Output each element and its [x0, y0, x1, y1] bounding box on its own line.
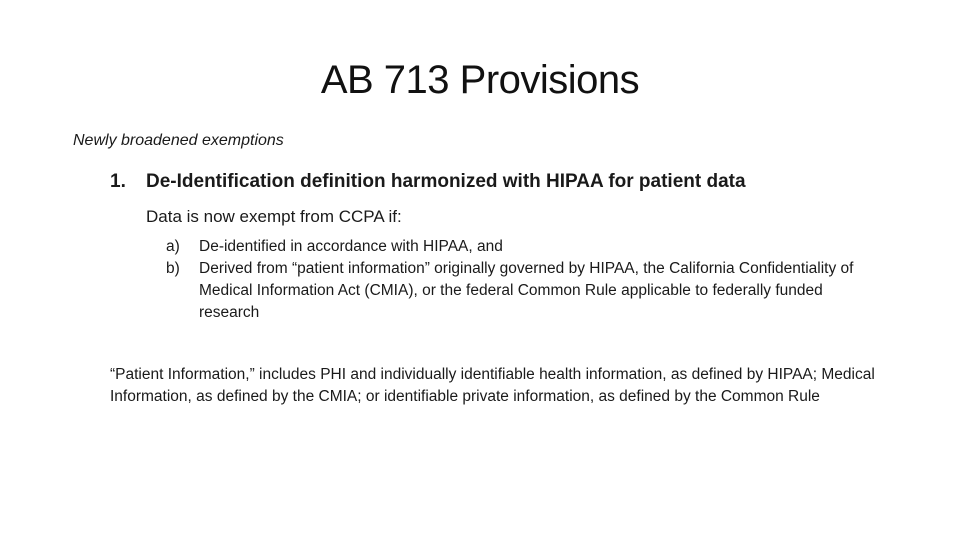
sub-list [166, 236, 866, 324]
point-number: 1. [110, 171, 126, 192]
lead-text: Data is now exempt from CCPA if: [146, 207, 402, 226]
list-item [166, 258, 866, 324]
list-item [166, 236, 866, 258]
list-item-text: De-identified in accordance with HIPAA, and [199, 238, 503, 255]
point-text: De-Identification definition harmonized with HIPAA for patient data [146, 171, 746, 192]
list-marker: a) [166, 238, 180, 255]
definition-note: “Patient Information,” includes PHI and individually identifiable health information, as defined by HIPAA; Medical Information, as defined by the CMIA; or identifiable private information, as defined by the Common Rule [110, 366, 875, 405]
slide-subtitle: Newly broadened exemptions [73, 132, 284, 149]
numbered-point [110, 169, 746, 195]
list-item-text: Derived from “patient information” originally governed by HIPAA, the California Confidentiality of Medical Information Act (CMIA), or the federal Common Rule applicable to federally funded research [199, 260, 854, 321]
slide-title: AB 713 Provisions [320, 58, 640, 102]
list-marker: b) [166, 260, 180, 277]
